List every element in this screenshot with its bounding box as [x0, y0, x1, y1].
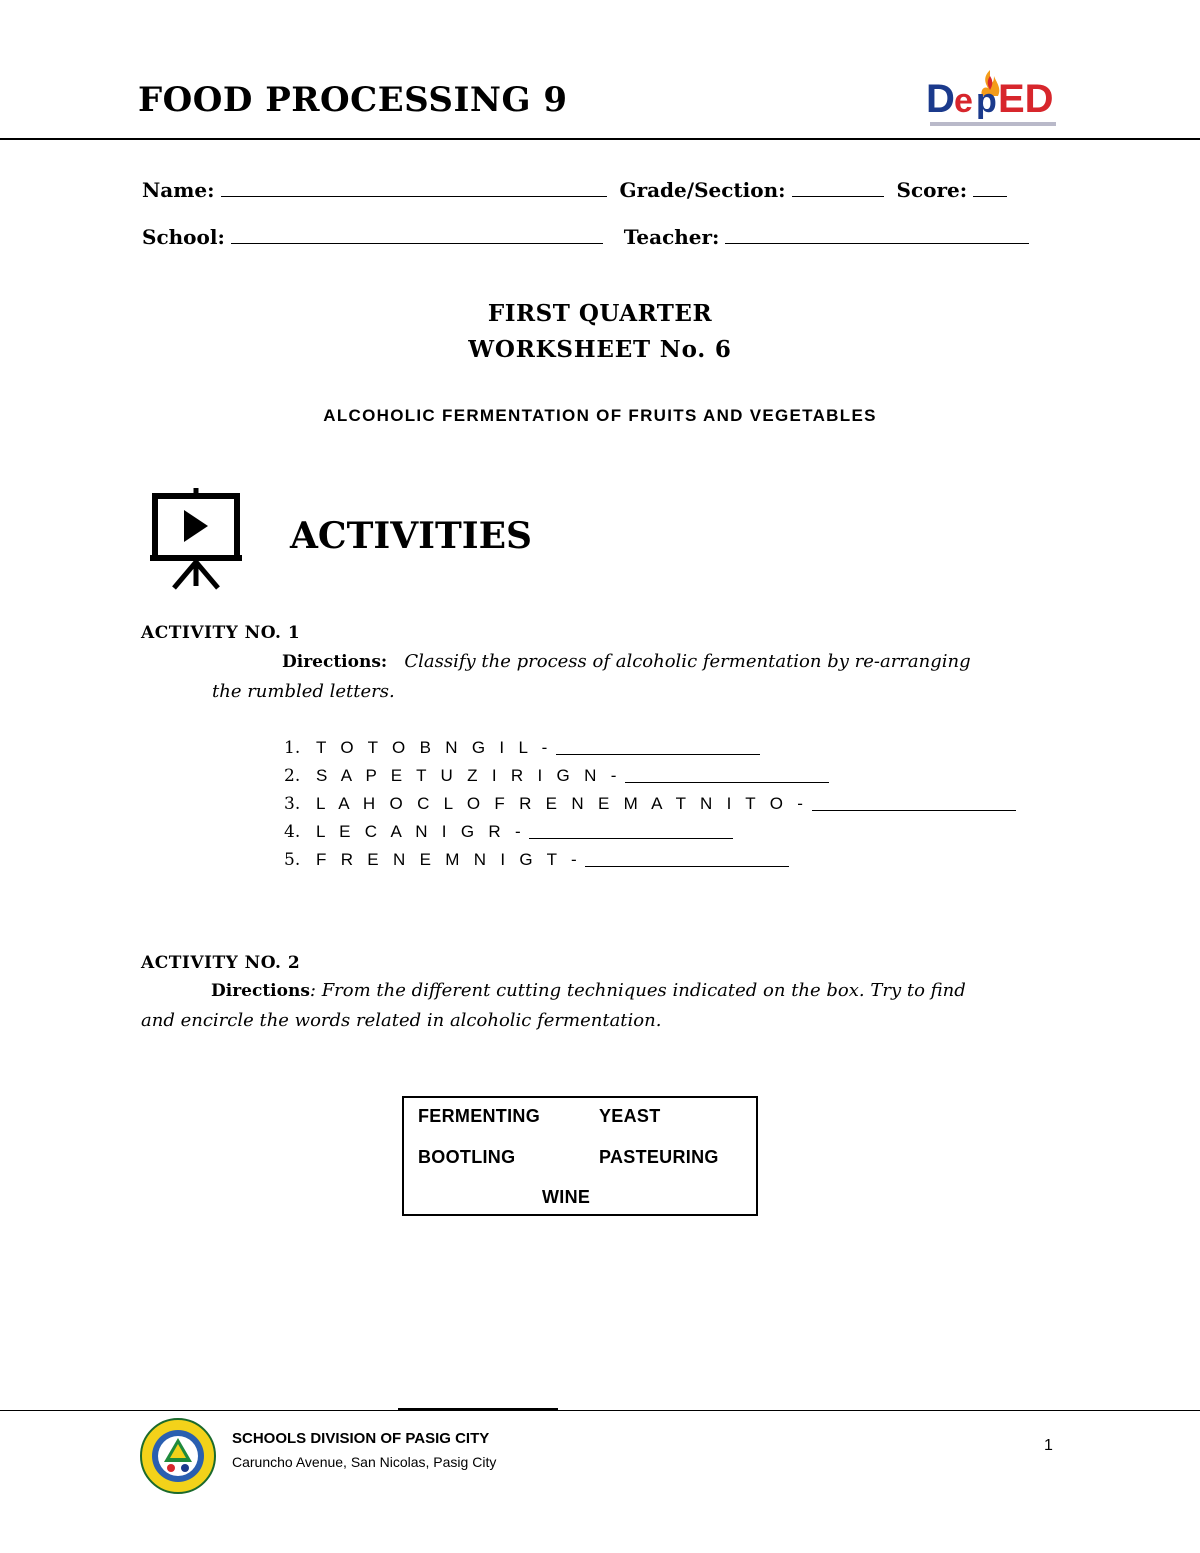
word-box	[402, 1096, 758, 1216]
word-item[interactable]: PASTEURING	[599, 1147, 719, 1167]
activity2-directions	[141, 976, 1071, 1036]
item-number: 3.	[284, 794, 301, 814]
activity1-directions-text: Classify the process of alcoholic fermentation by re-arranging	[404, 651, 971, 672]
grade-section-field[interactable]	[792, 178, 884, 197]
list-item	[284, 814, 1016, 842]
word-item[interactable]: BOOTLING	[418, 1147, 516, 1167]
division-seal-icon	[140, 1418, 216, 1494]
answer-blank[interactable]	[529, 837, 733, 839]
activity1-list	[284, 730, 1016, 870]
school-field[interactable]	[231, 225, 603, 244]
footer-organization: SCHOOLS DIVISION OF PASIG CITY	[232, 1430, 490, 1447]
header-divider	[0, 138, 1200, 140]
activity2-directions-text-cont: and encircle the words related in alcoholic fermentation.	[141, 1010, 662, 1031]
teacher-field[interactable]	[725, 225, 1029, 244]
answer-blank[interactable]	[556, 753, 760, 755]
list-item	[284, 786, 1016, 814]
list-item	[284, 842, 1016, 870]
svg-text:e: e	[954, 82, 973, 120]
scrambled-word: L A H O C L O F R E N E M A T N I T O -	[316, 794, 808, 813]
page-number: 1	[1044, 1437, 1053, 1454]
scrambled-word: S A P E T U Z I R I G N -	[316, 766, 622, 785]
svg-text:ED: ED	[998, 77, 1054, 121]
word-item[interactable]: YEAST	[599, 1106, 661, 1126]
svg-text:p: p	[976, 82, 997, 120]
worksheet-title: FOOD PROCESSING 9	[138, 80, 568, 120]
worksheet-topic: ALCOHOLIC FERMENTATION OF FRUITS AND VEGETABLES	[323, 406, 877, 425]
activity2-heading: ACTIVITY NO. 2	[141, 953, 301, 973]
activity1-directions-label: Directions:	[282, 652, 388, 672]
item-number: 1.	[284, 738, 301, 758]
item-number: 5.	[284, 850, 301, 870]
activity1-heading: ACTIVITY NO. 1	[141, 623, 301, 643]
name-label: Name:	[142, 178, 215, 202]
item-number: 2.	[284, 766, 301, 786]
scrambled-word: T O T O B N G I L -	[316, 738, 553, 757]
worksheet-number: WORKSHEET No. 6	[468, 336, 732, 363]
score-field[interactable]	[973, 178, 1007, 197]
activity2-directions-text: : From the different cutting techniques indicated on the box. Try to find	[309, 980, 966, 1001]
name-field[interactable]	[221, 178, 607, 197]
list-item	[284, 730, 1016, 758]
scrambled-word: F R E N E M N I G T -	[316, 850, 582, 869]
footer-divider	[0, 1410, 1200, 1411]
school-teacher-row	[142, 225, 1029, 249]
deped-logo	[922, 62, 1062, 134]
item-number: 4.	[284, 822, 301, 842]
teacher-label: Teacher:	[623, 225, 720, 249]
scrambled-word: L E C A N I G R -	[316, 822, 526, 841]
answer-blank[interactable]	[585, 865, 789, 867]
footer-address: Caruncho Avenue, San Nicolas, Pasig City	[232, 1454, 497, 1470]
answer-blank[interactable]	[625, 781, 829, 783]
name-grade-score-row	[142, 178, 1007, 202]
activity1-directions	[212, 647, 1072, 706]
school-label: School:	[142, 225, 225, 249]
svg-text:D: D	[926, 77, 955, 121]
word-item[interactable]: WINE	[542, 1187, 591, 1207]
activity2-directions-label: Directions	[211, 981, 310, 1001]
activities-heading: ACTIVITIES	[290, 515, 533, 557]
presentation-board-icon	[150, 486, 242, 590]
answer-blank[interactable]	[812, 809, 1016, 811]
list-item	[284, 758, 1016, 786]
score-label: Score:	[896, 178, 968, 202]
footer-divider-accent	[398, 1408, 558, 1411]
grade-section-label: Grade/Section:	[619, 178, 786, 202]
activity1-directions-text-cont: the rumbled letters.	[212, 681, 395, 702]
quarter-title: FIRST QUARTER	[487, 300, 713, 327]
word-item[interactable]: FERMENTING	[418, 1106, 540, 1126]
